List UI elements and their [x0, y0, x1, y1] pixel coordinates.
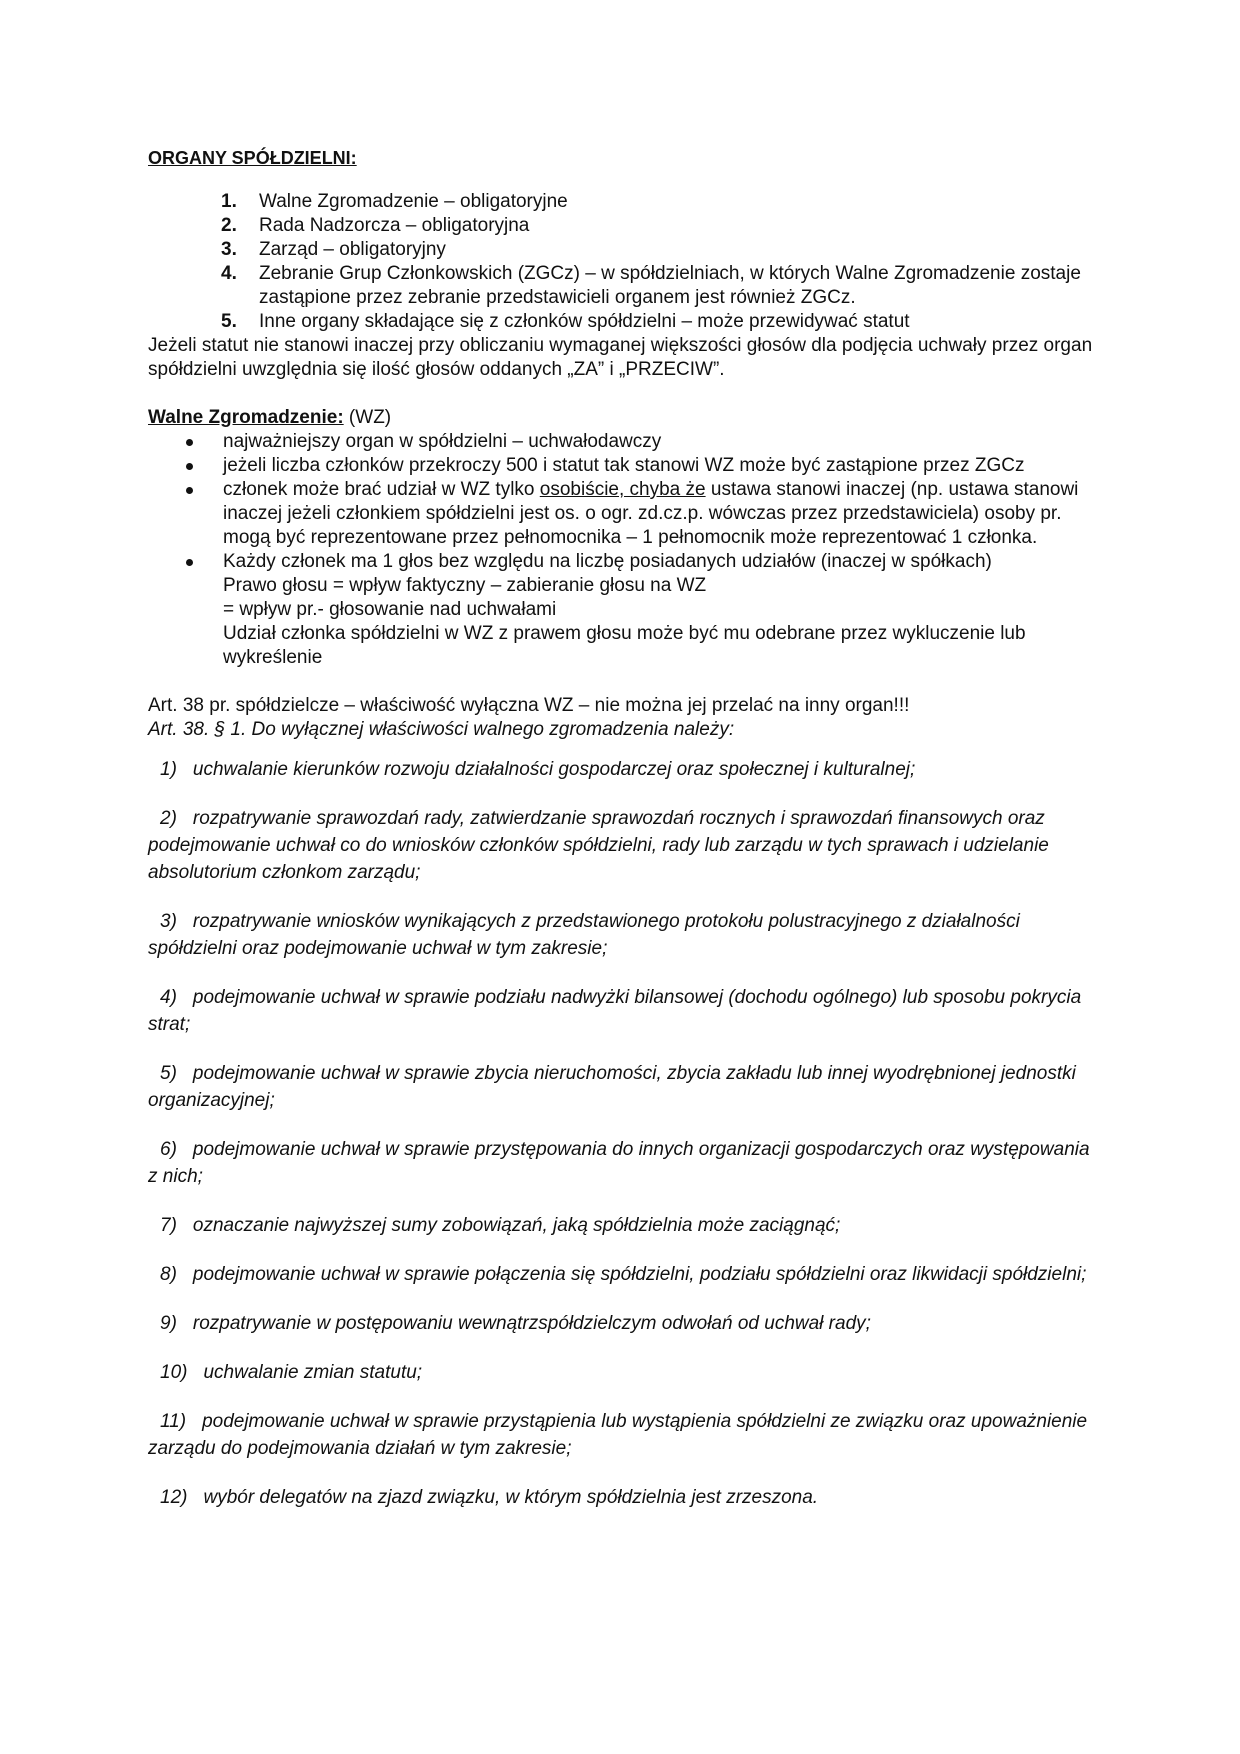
art-item-text: podejmowanie uchwał w sprawie przystąpienia lub wystąpienia spółdzielni ze związku oraz upoważnienie zarządu do podejmowania działań w tym zakresie;	[148, 1411, 1088, 1459]
list-item	[148, 310, 1098, 334]
art-item-number: 8)	[160, 1264, 177, 1285]
art-item-number: 4)	[160, 987, 177, 1008]
bullet-text: ustawa stanowi inaczej (np. ustawa stanowi inaczej jeżeli członkiem spółdzielni jest os. o ogr. zd.cz.p. wówczas przez przedstawiciela) osoby pr. mogą być reprezentowane przez pełnomocnika – 1 pełnomocnik może reprezentować 1 członka.	[223, 479, 1079, 548]
art-item-text: podejmowanie uchwał w sprawie podziału nadwyżki bilansowej (dochodu ogólnego) lub sposobu pokrycia strat;	[148, 987, 1082, 1035]
art-item-number: 3)	[160, 911, 177, 932]
list-number: 2.	[221, 215, 237, 236]
art-item	[148, 1359, 1098, 1386]
art-item	[148, 1310, 1098, 1337]
underlined-phrase: osobiście, chyba że	[539, 479, 706, 500]
bullet-icon	[186, 463, 193, 470]
art-item-number: 9)	[160, 1313, 177, 1334]
art-item-text: podejmowanie uchwał w sprawie zbycia nieruchomości, zbycia zakładu lub innej wyodrębnionej jednostki organizacyjnej;	[148, 1063, 1076, 1111]
art-item	[148, 1060, 1098, 1114]
art-item-text: podejmowanie uchwał w sprawie przystępowania do innych organizacji gospodarczych oraz występowania z nich;	[148, 1139, 1090, 1187]
art-item-text: rozpatrywanie wniosków wynikających z przedstawionego protokołu polustracyjnego z działalności spółdzielni oraz podejmowanie uchwał w tym zakresie;	[148, 911, 1020, 959]
art-item	[148, 1408, 1098, 1462]
list-text: Walne Zgromadzenie – obligatoryjne	[259, 191, 568, 212]
bullet-item	[148, 430, 1098, 454]
art-item-text: wybór delegatów na zjazd związku, w którym spółdzielnia jest zrzeszona.	[203, 1487, 819, 1508]
art-item-text: podejmowanie uchwał w sprawie połączenia się spółdzielni, podziału spółdzielni oraz likwidacji spółdzielni;	[192, 1264, 1087, 1285]
document-title: ORGANY SPÓŁDZIELNI:	[148, 148, 357, 168]
bullet-item	[148, 478, 1098, 550]
wz-heading-suffix: (WZ)	[343, 407, 392, 428]
art-item	[148, 1484, 1098, 1511]
art-item-number: 1)	[160, 759, 177, 780]
art-item-number: 7)	[160, 1215, 177, 1236]
art-item	[148, 1136, 1098, 1190]
art-item	[148, 1261, 1098, 1288]
wz-heading	[148, 406, 1098, 430]
art-item	[148, 1212, 1098, 1239]
art-item	[148, 984, 1098, 1038]
art-item-number: 10)	[160, 1362, 188, 1383]
bullet-icon	[186, 487, 193, 494]
document-page	[148, 140, 1098, 1533]
art-item	[148, 908, 1098, 962]
bullet-icon	[186, 559, 193, 566]
list-item	[148, 238, 1098, 262]
bullet-text: jeżeli liczba członków przekroczy 500 i statut tak stanowi WZ może być zastąpione przez ZGCz	[223, 455, 1025, 476]
art-item	[148, 756, 1098, 783]
wz-heading-title: Walne Zgromadzenie:	[148, 407, 344, 428]
list-text: Inne organy składające się z członków spółdzielni – może przewidywać statut	[259, 311, 910, 332]
bullet-text: Każdy członek ma 1 głos bez względu na liczbę posiadanych udziałów (inaczej w spółkach)	[223, 551, 992, 572]
bullet-text: Prawo głosu = wpływ faktyczny – zabieranie głosu na WZ	[223, 575, 707, 596]
art-item-number: 6)	[160, 1139, 177, 1160]
art-item-text: rozpatrywanie w postępowaniu wewnątrzspółdzielczym odwołań od uchwał rady;	[192, 1313, 871, 1334]
list-number: 3.	[221, 239, 237, 260]
bullet-text: = wpływ pr.- głosowanie nad uchwałami	[223, 599, 557, 620]
art-38-items	[148, 756, 1098, 1511]
wz-bullets	[148, 430, 1098, 670]
art-item-number: 2)	[160, 808, 177, 829]
bullet-text: członek może brać udział w WZ tylko	[223, 479, 540, 500]
art-item-text: uchwalanie zmian statutu;	[203, 1362, 423, 1383]
bullet-item	[148, 550, 1098, 670]
intro-paragraph: Jeżeli statut nie stanowi inaczej przy obliczaniu wymaganej większości głosów dla podjęcia uchwały przez organ spółdzielni uwzględnia się ilość głosów oddanych „ZA” i „PRZECIW”.	[148, 335, 1093, 380]
list-number: 5.	[221, 311, 237, 332]
list-text: Rada Nadzorcza – obligatoryjna	[259, 215, 530, 236]
list-text: Zebranie Grup Członkowskich (ZGCz) – w spółdzielniach, w których Walne Zgromadzenie zostaje zastąpione przez zebranie przedstawicieli organem jest również ZGCz.	[259, 263, 1081, 308]
art-item-text: rozpatrywanie sprawozdań rady, zatwierdzanie sprawozdań rocznych i sprawozdań finansowych oraz podejmowanie uchwał co do wniosków członków spółdzielni, rady lub zarządu w tych sprawach i udzielanie absolutorium członkom zarządu;	[148, 808, 1049, 883]
art-38-note: Art. 38 pr. spółdzielcze – właściwość wyłączna WZ – nie można jej przelać na inny organ!!!	[148, 695, 910, 716]
art-38-heading: Art. 38. § 1. Do wyłącznej właściwości walnego zgromadzenia należy:	[148, 719, 735, 740]
art-item	[148, 805, 1098, 886]
list-item	[148, 262, 1098, 310]
bullet-text: Udział członka spółdzielni w WZ z prawem głosu może być mu odebrane przez wykluczenie lub wykreślenie	[223, 623, 1026, 668]
bullet-icon	[186, 439, 193, 446]
art-item-number: 12)	[160, 1487, 188, 1508]
list-number: 4.	[221, 263, 237, 284]
list-item	[148, 190, 1098, 214]
organs-list	[148, 190, 1098, 334]
art-item-number: 5)	[160, 1063, 177, 1084]
art-item-text: oznaczanie najwyższej sumy zobowiązań, jaką spółdzielnia może zaciągnąć;	[192, 1215, 841, 1236]
list-number: 1.	[221, 191, 237, 212]
list-item	[148, 214, 1098, 238]
bullet-item	[148, 454, 1098, 478]
bullet-text: najważniejszy organ w spółdzielni – uchwałodawczy	[223, 431, 662, 452]
list-text: Zarząd – obligatoryjny	[259, 239, 446, 260]
art-item-text: uchwalanie kierunków rozwoju działalności gospodarczej oraz społecznej i kulturalnej;	[192, 759, 916, 780]
art-item-number: 11)	[160, 1411, 187, 1432]
